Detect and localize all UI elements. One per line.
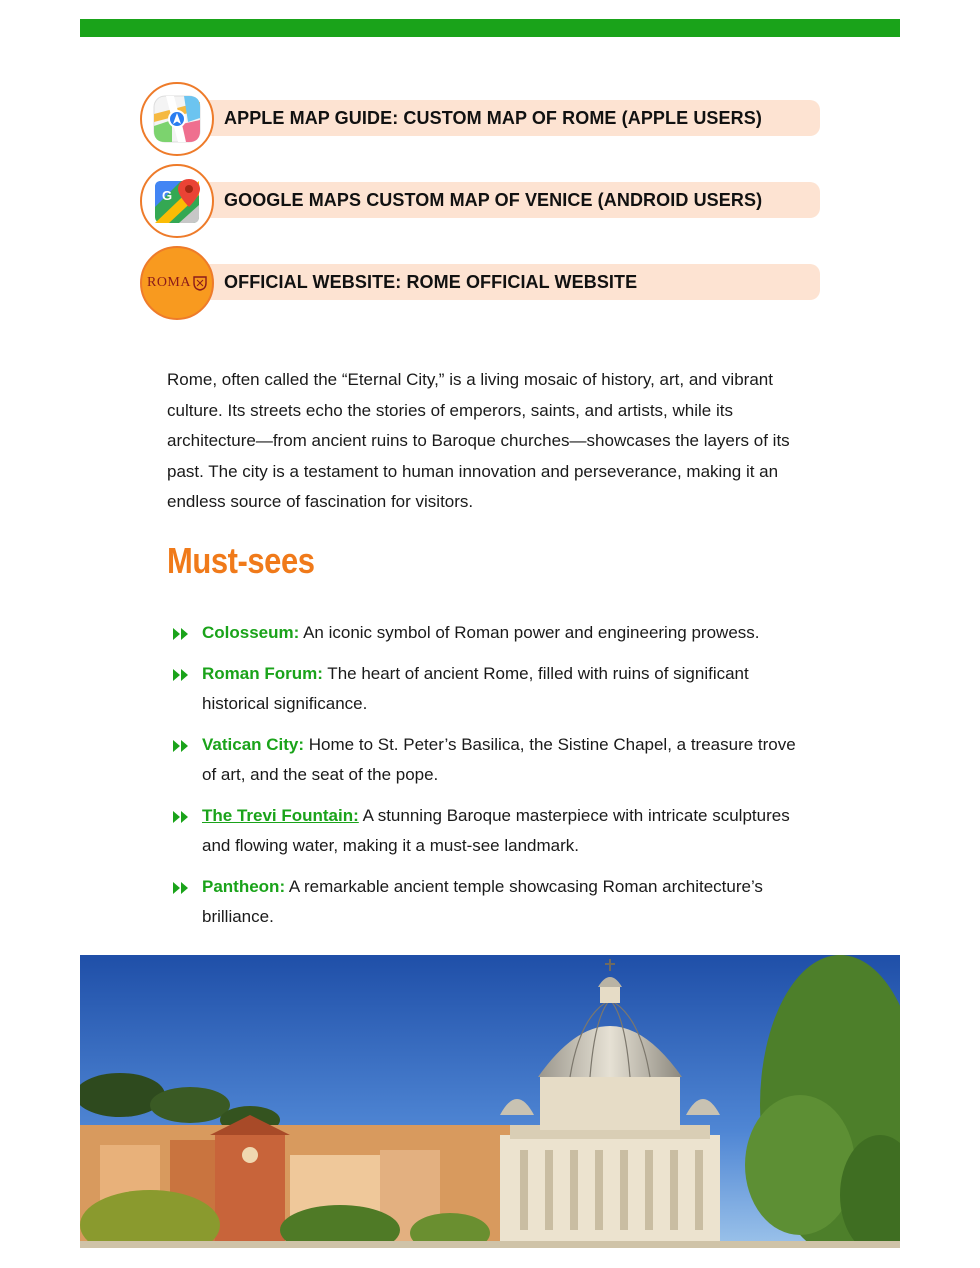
item-text: The heart of ancient Rome, filled with ruins of significant historical significance. <box>202 663 749 713</box>
item-text: A stunning Baroque masterpiece with intricate sculptures and flowing water, making it a must-see landmark. <box>202 805 790 855</box>
apple-map-link[interactable] <box>140 82 840 158</box>
item-text: An iconic symbol of Roman power and engineering prowess. <box>299 623 760 642</box>
link-label[interactable]: GOOGLE MAPS CUSTOM MAP OF VENICE (ANDROID USERS) <box>224 190 763 210</box>
list-item <box>170 618 810 649</box>
svg-text:G: G <box>162 188 173 203</box>
double-chevron-icon <box>172 739 190 753</box>
apple-maps-icon[interactable] <box>140 82 214 156</box>
item-name: Vatican City: <box>202 734 305 754</box>
item-name: Pantheon: <box>202 876 286 896</box>
link-label[interactable]: APPLE MAP GUIDE: CUSTOM MAP OF ROME (APPLE USERS) <box>224 108 762 128</box>
item-name: Roman Forum: <box>202 663 323 683</box>
intro-paragraph: Rome, often called the “Eternal City,” is a living mosaic of history, art, and vibrant culture. Its streets echo the stories of emperors, saints, and artists, while its architecture—from ancient ruins to Baroque churches—showcases the layers of its past. The city is a testament to human innovation and perseverance, making it an endless source of fascination for visitors. <box>167 370 790 511</box>
list-item <box>170 659 810 720</box>
must-sees-list <box>170 618 810 943</box>
google-maps-icon[interactable] <box>140 164 214 238</box>
link-label[interactable]: OFFICIAL WEBSITE: ROME OFFICIAL WEBSITE <box>224 272 638 292</box>
double-chevron-icon <box>172 881 190 895</box>
list-item <box>170 730 810 791</box>
rome-website-link[interactable] <box>140 246 840 322</box>
double-chevron-icon <box>172 810 190 824</box>
google-maps-link[interactable] <box>140 164 840 240</box>
roma-logo-text: ROMA <box>146 275 191 290</box>
top-accent-bar <box>80 19 900 37</box>
item-text: Home to St. Peter’s Basilica, the Sistine Chapel, a treasure trove of art, and the seat of the pope. <box>202 734 796 784</box>
trevi-fountain-link[interactable]: The Trevi Fountain: <box>202 805 359 825</box>
vatican-photo <box>80 955 900 1248</box>
shield-icon <box>193 275 207 291</box>
item-name: Colosseum: <box>202 623 300 642</box>
double-chevron-icon <box>172 627 190 641</box>
list-item <box>170 801 810 862</box>
section-title: Must-sees <box>167 540 315 581</box>
item-text: A remarkable ancient temple showcasing Roman architecture’s brilliance. <box>202 876 763 926</box>
list-item <box>170 872 810 933</box>
double-chevron-icon <box>172 668 190 682</box>
roma-logo-icon[interactable] <box>140 246 214 320</box>
